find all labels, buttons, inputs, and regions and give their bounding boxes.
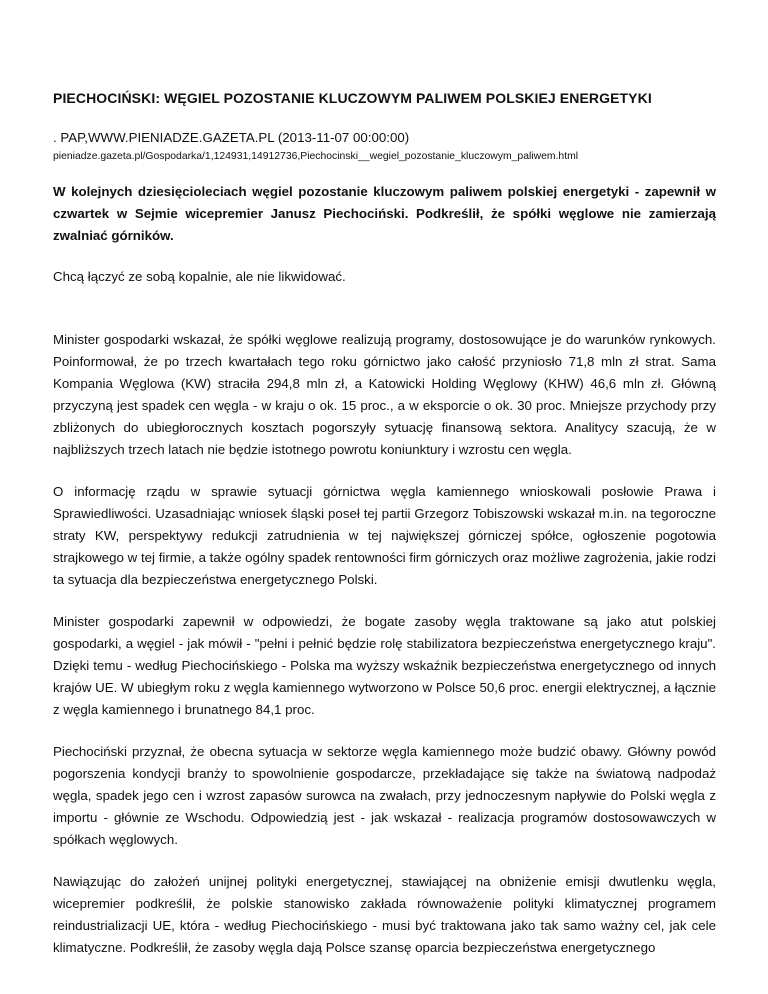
article-title: PIECHOCIŃSKI: WĘGIEL POZOSTANIE KLUCZOWYM PALIWEM POLSKIEJ ENERGETYKI <box>53 90 652 106</box>
article-paragraph: Nawiązując do założeń unijnej polityki energetycznej, stawiającej na obniżenie emisji dwutlenku węgla, wicepremier podkreślił, że polskie stanowisko zakłada równoważenie polityki klimatycznej programem reindustrializacji UE, która - według Piechocińskiego - musi być traktowana jako tak samo ważny cel, jak cele klimatyczne. Podkreślił, że zasoby węgla dają Polsce szansę oparcia bezpieczeństwa energetycznego <box>53 874 716 955</box>
article-paragraph: Minister gospodarki zapewnił w odpowiedzi, że bogate zasoby węgla traktowane są jako atut polskiej gospodarki, a węgiel - jak mówił - "pełni i pełnić będzie rolę stabilizatora bezpieczeństwa energetycznego kraju". Dzięki temu - według Piechocińskiego - Polska ma wyższy wskaźnik bezpieczeństwa energetycznego od innych krajów UE. W ubiegłym roku z węgla kamiennego wytworzono w Polsce 50,6 proc. energii elektrycznej, a łącznie z węgla kamiennego i brunatnego 84,1 proc. <box>53 614 716 717</box>
article <box>53 90 716 979</box>
article-url: pieniadze.gazeta.pl/Gospodarka/1,124931,14912736,Piechocinski__wegiel_pozostanie_kluczowym_paliwem.html <box>53 151 579 162</box>
article-paragraph: Piechociński przyznał, że obecna sytuacja w sektorze węgla kamiennego może budzić obawy. Główny powód pogorszenia kondycji branży to spowolnienie gospodarcze, przekładające się także na światową nadpodaż węgla, spadek jego cen i wzrost zapasów surowca na zwałach, przy jednoczesnym napływie do Polski węgla z importu - głównie ze Wschodu. Odpowiedzią jest - jak wskazał - realizacja programów dostosowawczych w spółkach węglowych. <box>53 744 716 847</box>
article-lead: W kolejnych dziesięcioleciach węgiel pozostanie kluczowym paliwem polskiej energetyki - zapewnił w czwartek w Sejmie wicepremier Janusz Piechociński. Podkreślił, że spółki węglowe nie zamierzają zwalniać górników. <box>53 184 716 243</box>
article-subhead: Chcą łączyć ze sobą kopalnie, ale nie likwidować. <box>53 269 346 284</box>
article-paragraph: O informację rządu w sprawie sytuacji górnictwa węgla kamiennego wnioskowali posłowie Prawa i Sprawiedliwości. Uzasadniając wniosek śląski poseł tej partii Grzegorz Tobiszowski wskazał m.in. na tegoroczne straty KW, perspektywy redukcji zatrudnienia w tej największej górniczej spółce, ogłoszenie pogotowia strajkowego w tej firmie, a także ogólny spadek rentowności firm górniczych oraz możliwe zagrożenia, jakie rodzi ta sytuacja dla bezpieczeństwa energetycznego Polski. <box>53 484 716 587</box>
article-paragraph: Minister gospodarki wskazał, że spółki węglowe realizują programy, dostosowujące je do warunków rynkowych. Poinformował, że po trzech kwartałach tego roku górnictwo jako całość przyniosło 71,8 mln zł strat. Sama Kompania Węglowa (KW) straciła 294,8 mln zł, a Katowicki Holding Węglowy (KHW) 46,6 mln zł. Główną przyczyną jest spadek cen węgla - w kraju o ok. 15 proc., a w eksporcie o ok. 30 proc. Mniejsze przychody przy zbliżonych do ubiegłorocznych kosztach pogorszyły sytuację finansową sektora. Analitycy szacują, że w najbliższych trzech latach nie będzie istotnego powrotu koniunktury i wzrostu cen węgla. <box>53 332 716 457</box>
article-source: . PAP,WWW.PIENIADZE.GAZETA.PL (2013-11-07 00:00:00) <box>53 130 410 145</box>
